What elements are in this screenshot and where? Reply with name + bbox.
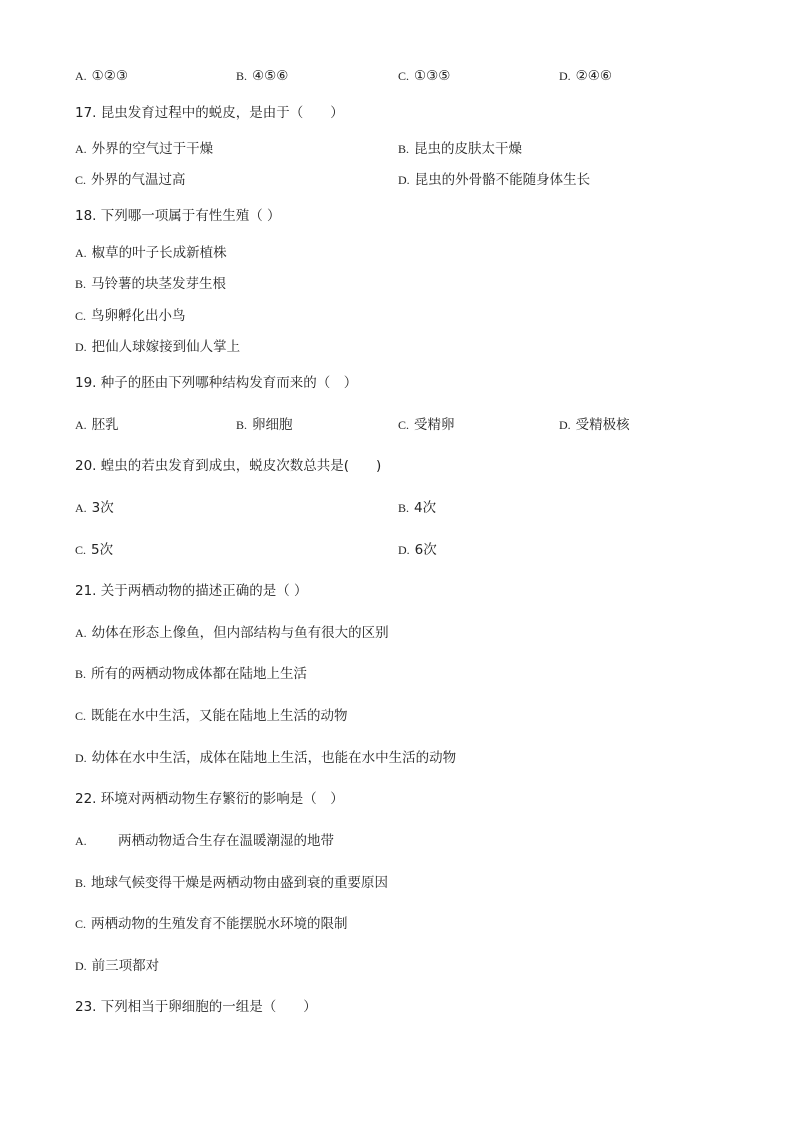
q19-option-b bbox=[236, 416, 293, 434]
option-text: 外界的气温过高 bbox=[91, 172, 186, 188]
q17-option-a bbox=[75, 140, 213, 158]
option-text: 3次 bbox=[91, 500, 114, 516]
option-label: D. bbox=[398, 543, 410, 557]
option-label: D. bbox=[559, 69, 571, 83]
option-text: ④⑤⑥ bbox=[252, 68, 289, 84]
option-label: C. bbox=[75, 173, 87, 187]
option-text: 两栖动物的生殖发育不能摆脱水环境的限制 bbox=[91, 916, 348, 932]
option-label: B. bbox=[398, 142, 410, 156]
option-label: A. bbox=[75, 246, 87, 260]
option-text: ①③⑤ bbox=[414, 68, 451, 84]
option-label: C. bbox=[75, 543, 87, 557]
q22-option-b bbox=[75, 874, 388, 892]
option-text: 椒草的叶子长成新植株 bbox=[91, 245, 227, 261]
q18-option-a bbox=[75, 244, 227, 262]
q20-option-d bbox=[398, 541, 437, 559]
q19-option-c bbox=[398, 416, 455, 434]
q19-option-d bbox=[559, 416, 630, 434]
option-label: D. bbox=[75, 751, 87, 765]
option-text: 两栖动物适合生存在温暖潮湿的地带 bbox=[118, 833, 334, 849]
option-label: A. bbox=[75, 834, 87, 848]
q20-stem: 20. 蝗虫的若虫发育到成虫，蜕皮次数总共是( ) bbox=[75, 458, 382, 474]
option-label: A. bbox=[75, 69, 87, 83]
q18-option-b bbox=[75, 275, 226, 293]
q21-option-a bbox=[75, 624, 389, 642]
option-label: D. bbox=[75, 340, 87, 354]
q22-option-c bbox=[75, 915, 348, 933]
q18-stem: 18. 下列哪一项属于有性生殖（ ） bbox=[75, 208, 281, 224]
option-text: 前三项都对 bbox=[91, 958, 160, 974]
option-text: 受精卵 bbox=[414, 417, 455, 433]
option-label: C. bbox=[75, 709, 87, 723]
option-label: C. bbox=[75, 309, 87, 323]
option-text: 鸟卵孵化出小鸟 bbox=[91, 308, 186, 324]
option-label: C. bbox=[75, 917, 87, 931]
option-label: A. bbox=[75, 501, 87, 515]
option-label: C. bbox=[398, 69, 410, 83]
option-label: A. bbox=[75, 626, 87, 640]
option-label: A. bbox=[75, 142, 87, 156]
q17-stem: 17. 昆虫发育过程中的蜕皮，是由于（ ） bbox=[75, 105, 344, 121]
q21-option-c bbox=[75, 707, 348, 725]
q16-option-b bbox=[236, 67, 288, 85]
option-label: B. bbox=[236, 69, 248, 83]
option-text: 胚乳 bbox=[91, 417, 119, 433]
option-label: D. bbox=[398, 173, 410, 187]
q16-option-c bbox=[398, 67, 450, 85]
q22-option-d bbox=[75, 957, 159, 975]
q23-stem: 23. 下列相当于卵细胞的一组是（ ） bbox=[75, 999, 317, 1015]
option-text: 马铃薯的块茎发芽生根 bbox=[91, 276, 227, 292]
q18-option-d bbox=[75, 338, 240, 356]
q22-stem: 22. 环境对两栖动物生存繁衍的影响是（ ） bbox=[75, 791, 344, 807]
q21-option-b bbox=[75, 665, 307, 683]
q17-option-b bbox=[398, 140, 522, 158]
q18-option-c bbox=[75, 307, 186, 325]
option-label: B. bbox=[75, 277, 87, 291]
q20-option-b bbox=[398, 499, 436, 517]
option-text: 所有的两栖动物成体都在陆地上生活 bbox=[91, 666, 308, 682]
q20-option-c bbox=[75, 541, 113, 559]
option-text: 6次 bbox=[414, 542, 437, 558]
q22-option-a bbox=[75, 832, 675, 850]
option-text: 幼体在水中生活，成体在陆地上生活，也能在水中生活的动物 bbox=[91, 750, 457, 766]
option-text: 把仙人球嫁接到仙人掌上 bbox=[91, 339, 241, 355]
option-label: D. bbox=[559, 418, 571, 432]
q20-option-a bbox=[75, 499, 114, 517]
option-text: 昆虫的皮肤太干燥 bbox=[414, 141, 523, 157]
option-text: 既能在水中生活，又能在陆地上生活的动物 bbox=[91, 708, 348, 724]
q16-option-d bbox=[559, 67, 612, 85]
option-label: C. bbox=[398, 418, 410, 432]
option-label: B. bbox=[398, 501, 410, 515]
option-text: 外界的空气过于干燥 bbox=[91, 141, 214, 157]
option-text: 5次 bbox=[91, 542, 114, 558]
option-label: A. bbox=[75, 418, 87, 432]
option-label: D. bbox=[75, 959, 87, 973]
option-text: ②④⑥ bbox=[575, 68, 612, 84]
option-text: 昆虫的外骨骼不能随身体生长 bbox=[414, 172, 591, 188]
q19-stem: 19. 种子的胚由下列哪种结构发育而来的（ ） bbox=[75, 375, 358, 391]
q16-option-a bbox=[75, 67, 128, 85]
option-label: B. bbox=[75, 667, 87, 681]
option-text: 卵细胞 bbox=[252, 417, 293, 433]
q17-option-c bbox=[75, 171, 186, 189]
option-text: ①②③ bbox=[91, 68, 128, 84]
q21-option-d bbox=[75, 749, 456, 767]
q21-stem: 21. 关于两栖动物的描述正确的是（ ） bbox=[75, 583, 308, 599]
option-label: B. bbox=[236, 418, 248, 432]
q17-option-d bbox=[398, 171, 590, 189]
option-text: 4次 bbox=[414, 500, 437, 516]
option-text: 幼体在形态上像鱼，但内部结构与鱼有很大的区别 bbox=[91, 625, 389, 641]
option-text: 受精极核 bbox=[575, 417, 630, 433]
option-text: 地球气候变得干燥是两栖动物由盛到衰的重要原因 bbox=[91, 875, 389, 891]
q19-option-a bbox=[75, 416, 119, 434]
option-label: B. bbox=[75, 876, 87, 890]
